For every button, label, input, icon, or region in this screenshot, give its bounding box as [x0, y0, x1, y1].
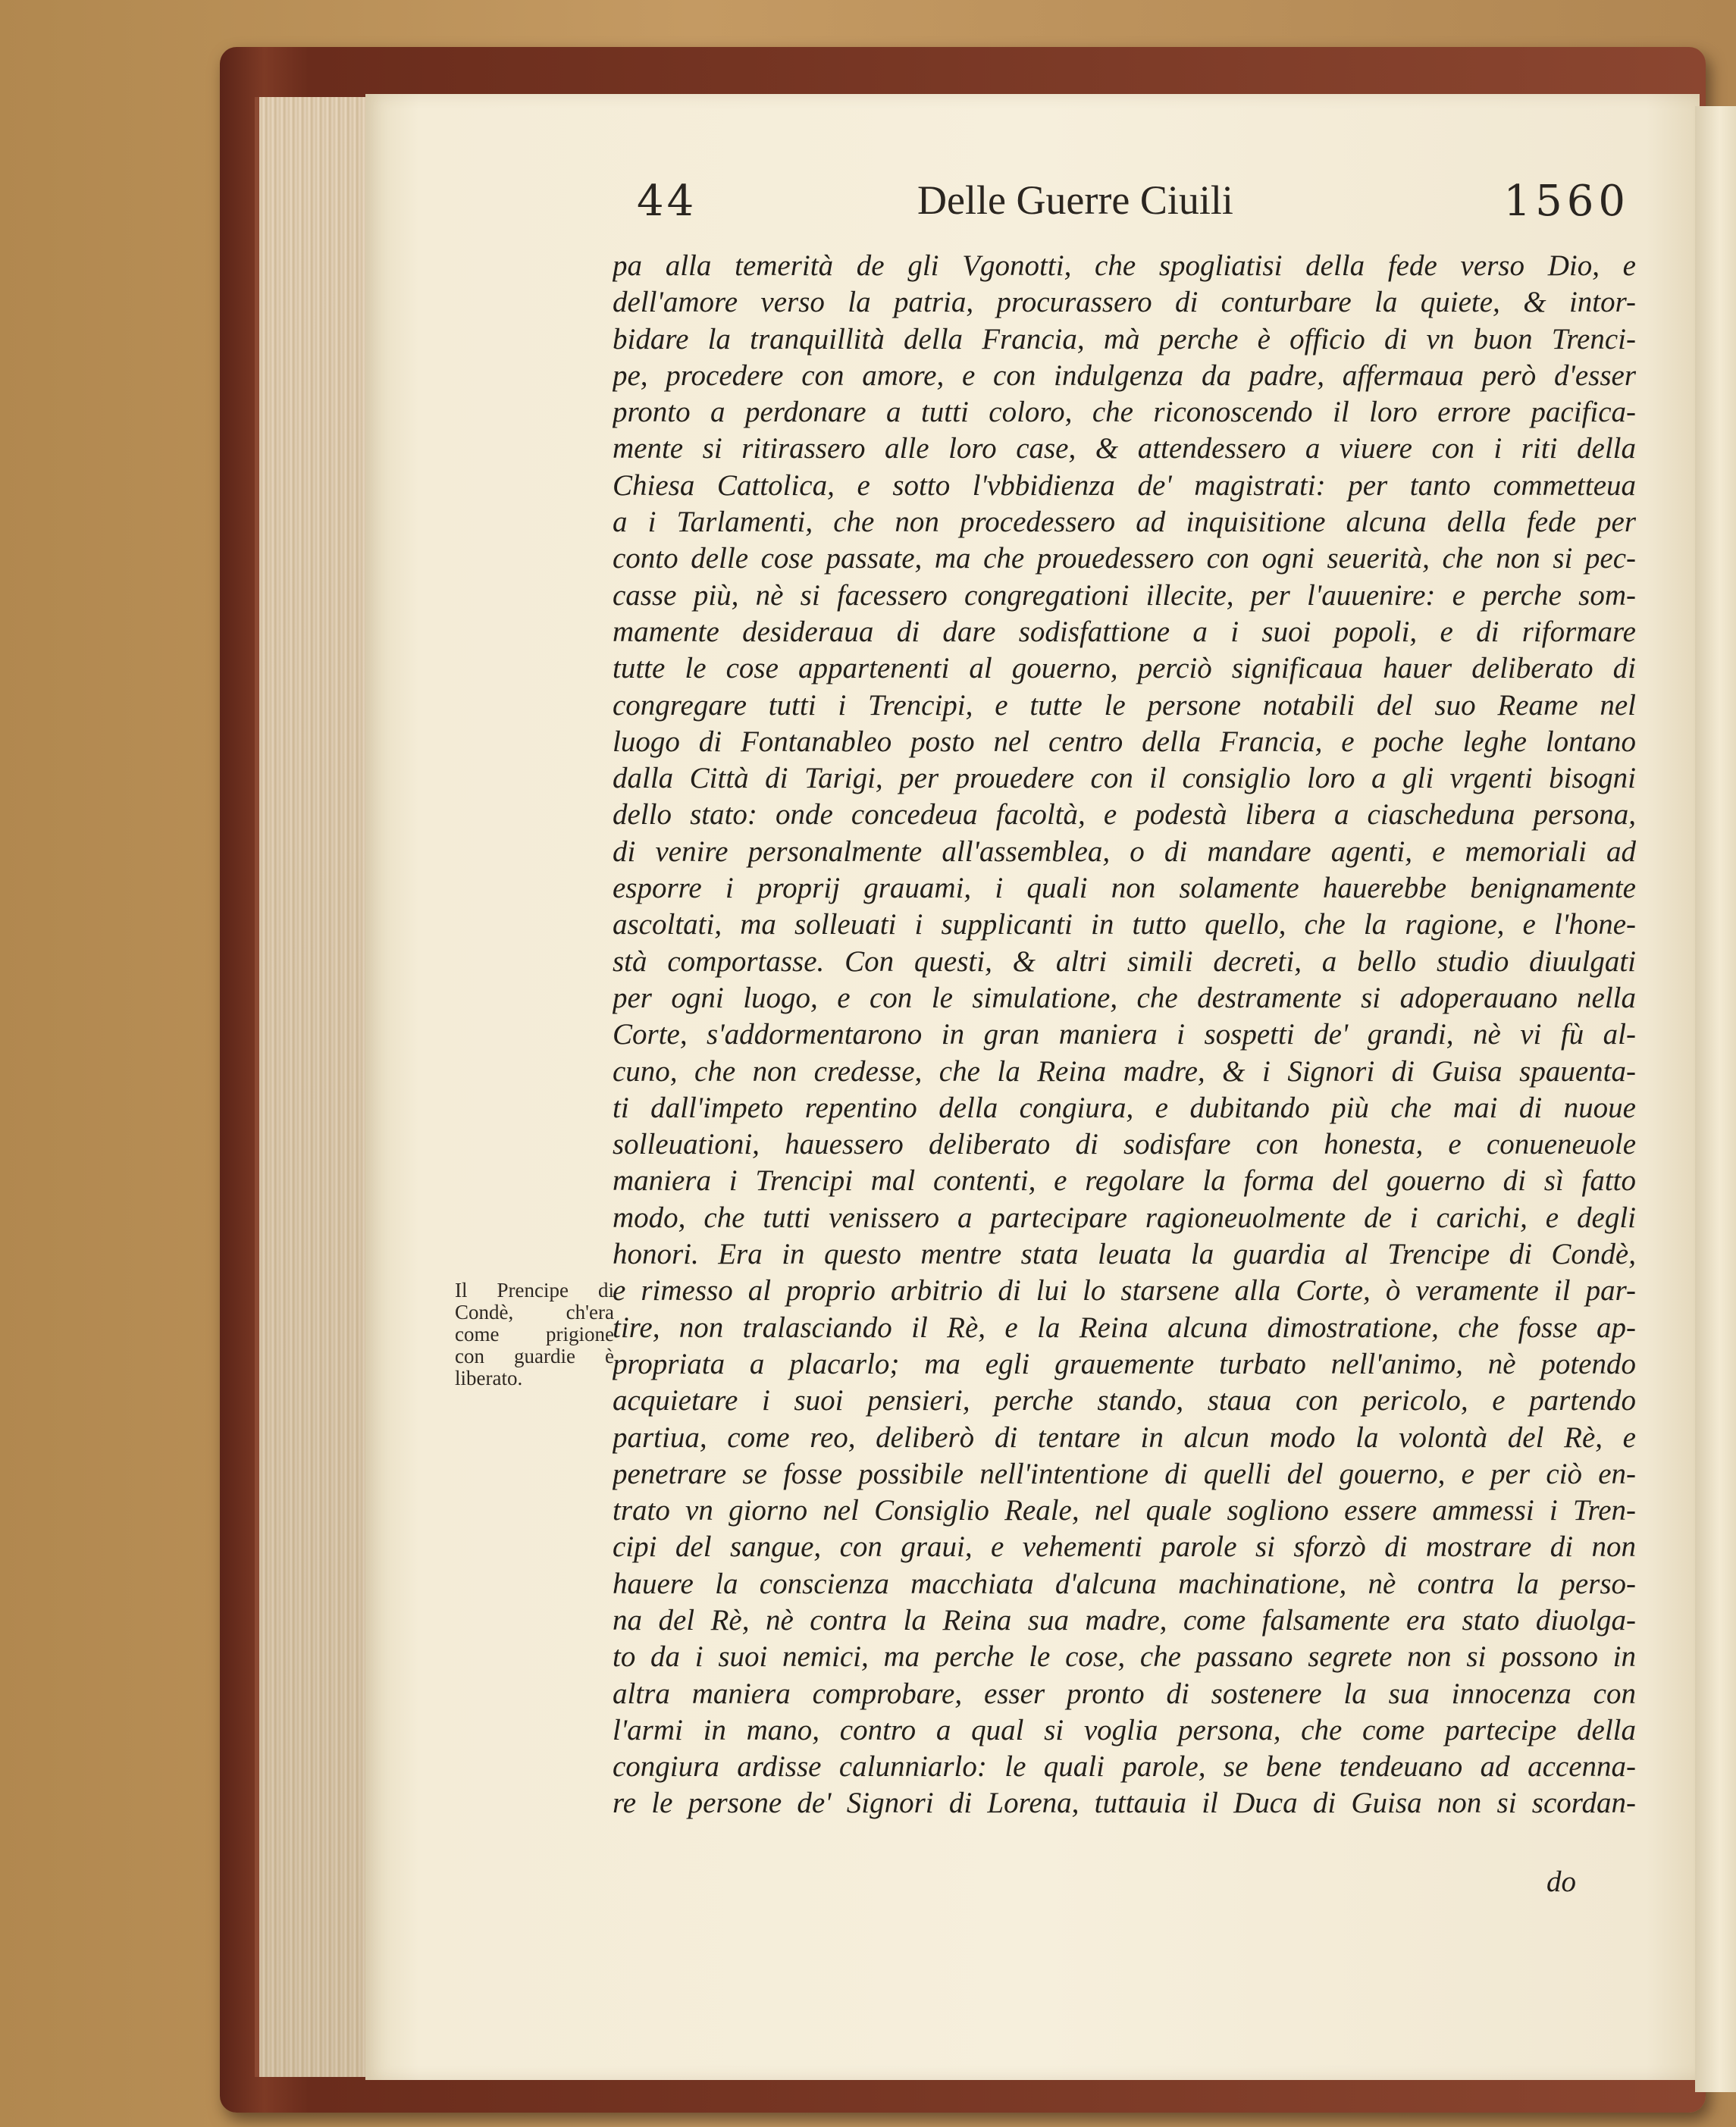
- text-line: bidare la tranquillità della Francia, mà perche è officio di vn buon Trenci-: [613, 322, 1636, 356]
- margin-note-line: Il Prencipe di: [455, 1280, 614, 1302]
- text-line: l'armi in mano, contro a qual si voglia persona, che come partecipe della: [613, 1713, 1636, 1746]
- page-edges: [255, 97, 373, 2077]
- text-line: propriata a placarlo; ma egli grauemente turbato nell'animo, nè potendo: [613, 1347, 1636, 1380]
- text-line: tutte le cose appartenenti al gouerno, perciò significaua hauer deliberato di: [613, 652, 1636, 685]
- text-line: pe, procedere con amore, e con indulgenza da padre, affermaua però d'esser: [613, 359, 1636, 392]
- text-line: hauere la conscienza macchiata d'alcuna machinatione, nè contra la perso-: [613, 1567, 1636, 1600]
- text-line: dello stato: onde concedeua facoltà, e podestà libera a ciascheduna persona,: [613, 798, 1636, 832]
- text-line: congregare tutti i Trencipi, e tutte le persone notabili del suo Reame nel: [613, 688, 1636, 722]
- text-line: casse più, nè si facessero congregationi illecite, per l'auuenire: e perche som-: [613, 578, 1636, 612]
- text-line: maniera i Trencipi mal contenti, e regolare la forma del gouerno di sì fatto: [613, 1164, 1636, 1198]
- text-line: honori. Era in questo mentre stata leuata la guardia al Trencipe di Condè,: [613, 1238, 1636, 1271]
- text-line: Chiesa Cattolica, e sotto l'vbbidienza de' magistrati: per tanto commetteua: [613, 468, 1636, 502]
- text-line: e rimesso al proprio arbitrio di lui lo starsene alla Corte, ò veramente il par-: [613, 1274, 1636, 1308]
- text-line: trato vn giorno nel Consiglio Reale, nel quale sogliono essere ammessi i Tren-: [613, 1494, 1636, 1527]
- text-line: acquietare i suoi pensieri, perche stando, staua con pericolo, e partendo: [613, 1384, 1636, 1417]
- text-line: per ogni luogo, e con le simulatione, che destramente si adoperauano nella: [613, 981, 1636, 1014]
- text-line: luogo di Fontanableo posto nel centro della Francia, e poche leghe lontano: [613, 725, 1636, 758]
- text-line: dalla Città di Tarigi, per prouedere con il consiglio loro a gli vrgenti bisogni: [613, 762, 1636, 795]
- year-marker: 1560: [1503, 177, 1630, 226]
- text-line: a i Tarlamenti, che non procedessero ad inquisitione alcuna della fede per: [613, 506, 1636, 539]
- body-text: [613, 248, 1636, 1822]
- margin-note-line: liberato.: [455, 1367, 523, 1389]
- text-line: congiura ardisse calunniarlo: le quali parole, se bene tendeuano ad accenna-: [613, 1750, 1636, 1784]
- margin-note-line: con guardie è: [455, 1345, 614, 1367]
- text-line: pa alla temerità de gli Vgonotti, che spogliatisi della fede verso Dio, e: [613, 249, 1636, 282]
- text-line: altra maniera comprobare, esser pronto di sostenere la sua innocenza con: [613, 1677, 1636, 1710]
- text-line: cipi del sangue, con graui, e vehementi parole si sforzò di mostrare di non: [613, 1530, 1636, 1564]
- text-line: ti dall'impeto repentino della congiura, e dubitando più che mai di nuoue: [613, 1091, 1636, 1124]
- text-line: mente si ritirassero alle loro case, & attendessero a viuere con i riti della: [613, 432, 1636, 465]
- running-head: [637, 171, 1630, 239]
- margin-note-line: come prigione: [455, 1324, 614, 1345]
- text-line: cuno, che non credesse, che la Reina madre, & i Signori di Guisa spauenta-: [613, 1054, 1636, 1088]
- margin-note: [455, 1280, 614, 1389]
- text-line: Corte, s'addormentarono in gran maniera i sospetti de' grandi, nè vi fù al-: [613, 1018, 1636, 1051]
- text-line: stà comportasse. Con questi, & altri simili decreti, a bello studio diuulgati: [613, 944, 1636, 978]
- text-line: mamente desideraua di dare sodisfattione a i suoi popoli, e di riformare: [613, 615, 1636, 648]
- text-line: esporre i proprij grauami, i quali non solamente hauerebbe benignamente: [613, 872, 1636, 905]
- margin-note-line: Condè, ch'era: [455, 1302, 614, 1324]
- text-line: dell'amore verso la patria, procurassero di conturbare la quiete, & intor-: [613, 286, 1636, 319]
- text-line: tire, non tralasciando il Rè, e la Reina alcuna dimostratione, che fosse ap-: [613, 1311, 1636, 1344]
- text-line: modo, che tutti venissero a partecipare ragioneuolmente de i carichi, e degli: [613, 1201, 1636, 1234]
- text-line: pronto a perdonare a tutti coloro, che riconoscendo il loro errore pacifica-: [613, 396, 1636, 429]
- text-line: to da i suoi nemici, ma perche le cose, che passano segrete non si possono in: [613, 1640, 1636, 1674]
- running-title: Delle Guerre Ciuili: [917, 177, 1233, 223]
- text-line: ascoltati, ma solleuati i supplicanti in tutto quello, che la ragione, e l'hone-: [613, 908, 1636, 941]
- text-line: di venire personalmente all'assemblea, o di mandare agenti, e memoriali ad: [613, 835, 1636, 868]
- facing-page-edge: [1695, 106, 1736, 2092]
- text-line: re le persone de' Signori di Lorena, tuttauia il Duca di Guisa non si scordan-: [613, 1787, 1636, 1820]
- text-line: partiua, come reo, deliberò di tentare in alcun modo la volontà del Rè, e: [613, 1421, 1636, 1454]
- page-number: 44: [637, 177, 697, 226]
- text-line: conto delle cose passate, ma che prouedessero con ogni seuerità, che non si pec-: [613, 542, 1636, 575]
- text-line: na del Rè, nè contra la Reina sua madre, come falsamente era stato diuolga-: [613, 1603, 1636, 1637]
- text-line: solleuationi, hauessero deliberato di sodisfare con honesta, e conueneuole: [613, 1128, 1636, 1161]
- catchword: do: [1546, 1865, 1576, 1898]
- text-line: penetrare se fosse possibile nell'intentione di quelli del gouerno, e per ciò en-: [613, 1457, 1636, 1490]
